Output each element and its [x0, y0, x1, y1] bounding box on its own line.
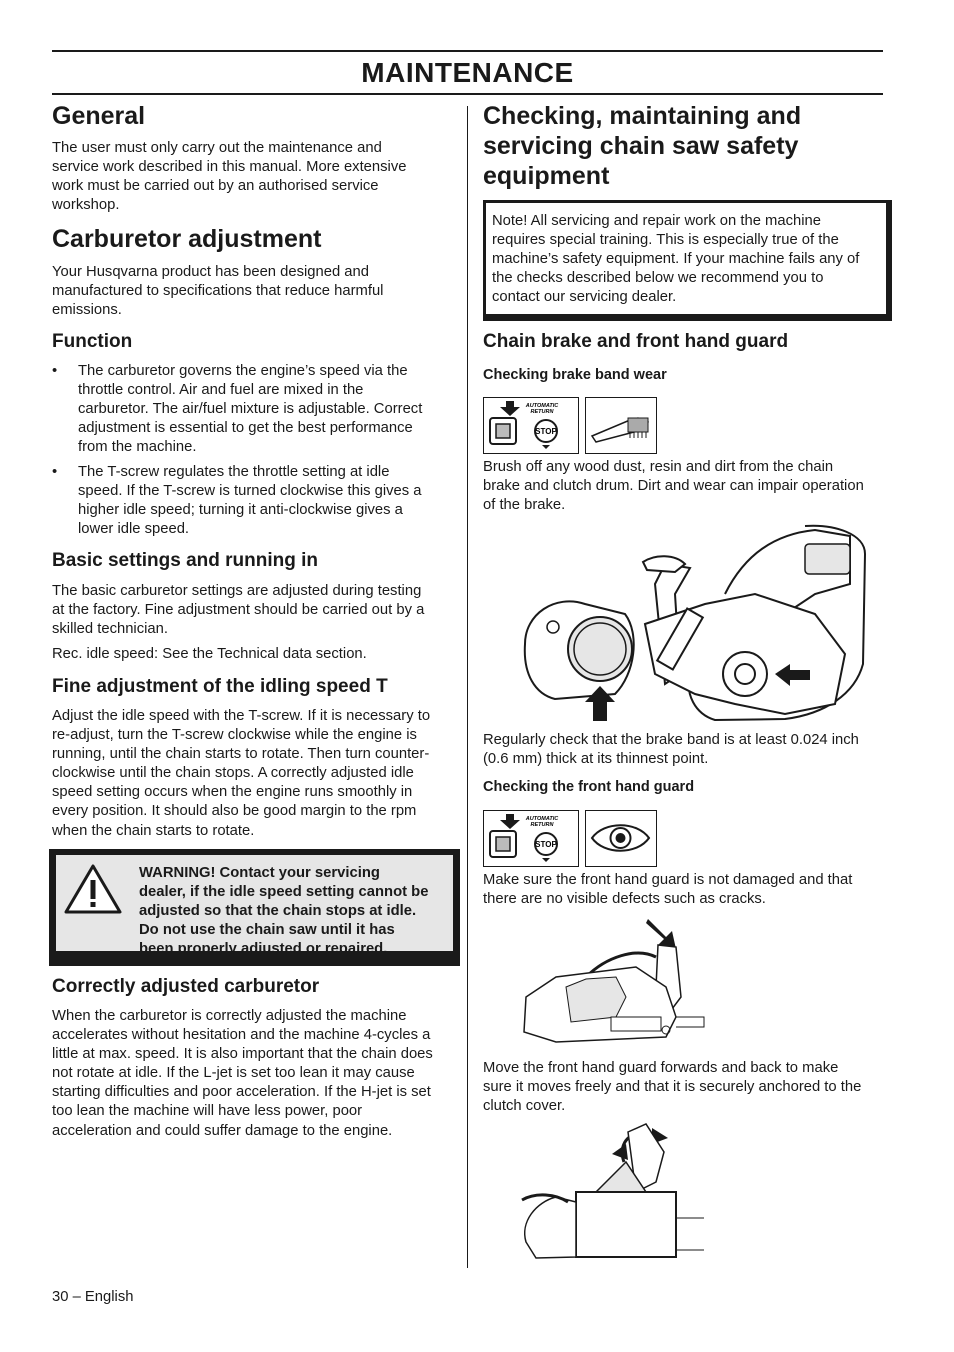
chain-brake-heading: Chain brake and front hand guard — [483, 331, 789, 352]
hand-guard-movement-illustration — [516, 1122, 706, 1262]
general-text: The user must only carry out the maintenance and service work described in this manual. More extensive work must be carried out by an authorised service workshop. — [52, 140, 407, 214]
hand-guard-move-text: Move the front hand guard forwards and back to make sure it moves freely and that it is securely anchored to the clutch cover. — [483, 1060, 862, 1115]
chain-brake-illustration — [515, 524, 867, 724]
svg-text:STOP: STOP — [535, 840, 557, 849]
hand-guard-damage-text: Make sure the front hand guard is not damaged and that there are no visible defects such as cracks. — [483, 872, 853, 908]
basic-settings-heading: Basic settings and running in — [52, 550, 319, 571]
carburetor-text: Your Husqvarna product has been designed and manufactured to specifications that reduce harmful emissions. — [52, 264, 384, 319]
note-text: Note! All servicing and repair work on the machine requires special training. This is especially true of the machine’s safety equipment. If your machine fails any of the checks described below we recommend you to contact our servicing dealer. — [492, 213, 860, 306]
function-heading: Function — [52, 331, 133, 352]
brush-text: Brush off any wood dust, resin and dirt from the chain brake and clutch drum. Dirt and wear can impair operation of the brake. — [483, 459, 864, 514]
svg-text:AUTOMATIC: AUTOMATIC — [525, 816, 559, 822]
brush-icon — [585, 397, 657, 454]
note-box — [483, 200, 892, 321]
basic-settings-text: The basic carburetor settings are adjusted during testing at the factory. Fine adjustment should be carried out by a skilled technician. — [52, 583, 425, 638]
warning-box — [49, 849, 460, 966]
brake-band-subheading: Checking brake band wear — [483, 367, 667, 383]
automatic-return-stop-icon-2 — [483, 810, 579, 867]
svg-text:STOP: STOP — [535, 427, 557, 436]
correctly-adjusted-heading: Correctly adjusted carburetor — [52, 976, 320, 997]
top-rule — [52, 50, 883, 52]
eye-inspect-icon — [585, 810, 657, 867]
warning-triangle-icon — [63, 863, 123, 915]
idle-speed-text: Rec. idle speed: See the Technical data section. — [52, 646, 367, 662]
svg-text:RETURN: RETURN — [530, 409, 554, 415]
warning-text: WARNING! Contact your servicing dealer, if the idle speed setting cannot be adjusted so that the chain stops at idle. Do not use the chain saw until it has been properly adjusted or repaired. — [139, 865, 429, 958]
automatic-return-stop-icon — [483, 397, 579, 454]
brake-band-text: Regularly check that the brake band is at least 0.024 inch (0.6 mm) thick at its thinnest point. — [483, 732, 859, 768]
front-hand-guard-subheading: Checking the front hand guard — [483, 779, 695, 795]
correctly-adjusted-text: When the carburetor is correctly adjusted the machine accelerates without hesitation and the machine 4-cycles a little at max. speed. It is also important that the chain does not rotate at idle. If the L-jet is set too lean it may cause starting difficulties and poor acceleration. If the H-jet is set too lean the machine will have less power, poor acceleration and could suffer damage to the engine. — [52, 1008, 433, 1139]
general-heading: General — [52, 102, 146, 130]
front-hand-guard-illustration — [516, 917, 706, 1055]
fine-adjustment-heading: Fine adjustment of the idling speed T — [52, 676, 388, 697]
header-bottom-rule — [52, 93, 883, 95]
safety-equipment-heading: Checking, maintaining and servicing chain saw safety equipment — [483, 102, 802, 190]
page-footer: 30 – English — [52, 1289, 134, 1305]
page-section-title: MAINTENANCE — [361, 57, 574, 88]
column-divider — [467, 106, 468, 1268]
fine-adjustment-text: Adjust the idle speed with the T-screw. If it is necessary to re-adjust, turn the T-screw clockwise while the engine is running, until the chain starts to rotate. Then turn counter- clockwise until the chain stops. A correctly adjusted idle speed setting occurs when the engine runs smoothly in every position. It should also be good margin to the rpm when the chain starts to rotate. — [52, 708, 431, 839]
svg-text:RETURN: RETURN — [530, 822, 554, 828]
svg-text:AUTOMATIC: AUTOMATIC — [525, 403, 559, 409]
carburetor-heading: Carburetor adjustment — [52, 225, 322, 253]
